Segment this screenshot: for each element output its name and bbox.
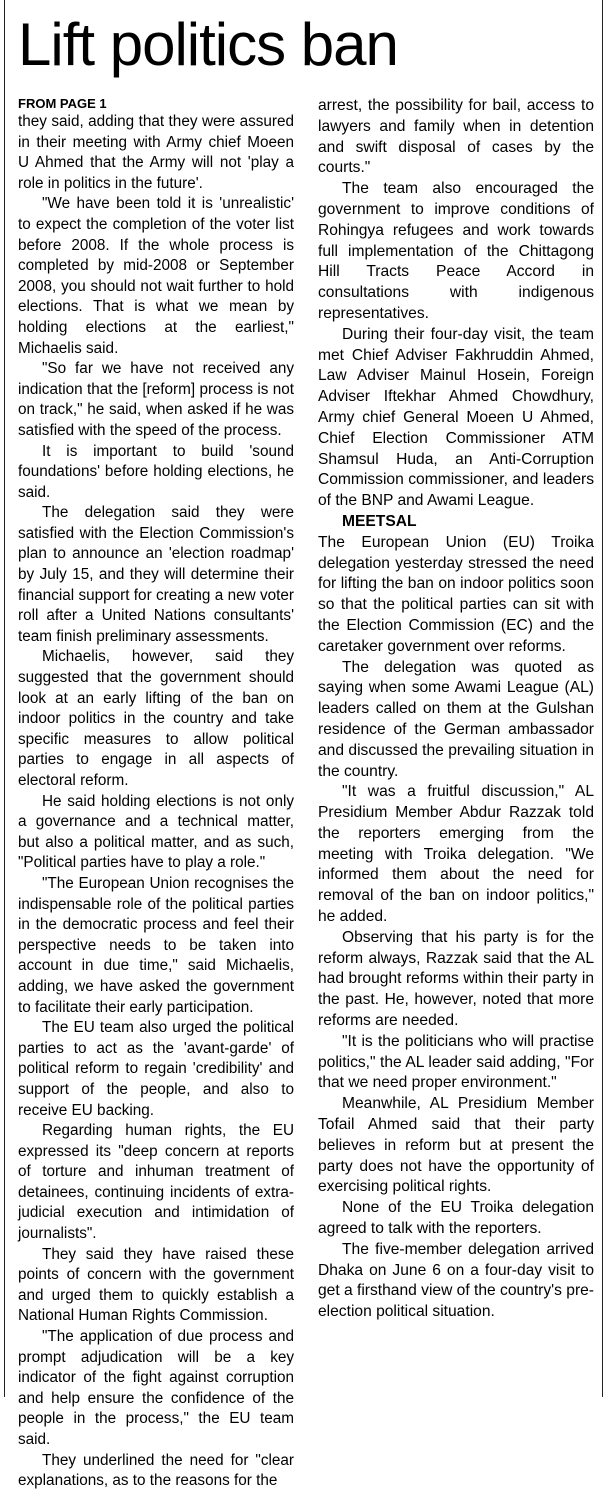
paragraph: The delegation said they were satisfied with the Election Commission's plan to announce an 'election roadmap' by July 15, and they will determine their financial support for creating a new voter roll after a United Nations consultants' team finish preliminary assessments.: [18, 504, 294, 645]
right-column: [318, 96, 594, 1391]
paragraph: They said they have raised these points of concern with the government and urged them to quickly establish a National Human Rights Commission.: [18, 1245, 294, 1325]
paragraph: None of the EU Troika delegation agreed to talk with the reporters.: [318, 1199, 594, 1238]
paragraph: "The application of due process and prompt adjudication will be a key indicator of the fight against corruption and help ensure the confidence of the people in the process," the EU team said.: [18, 1328, 294, 1448]
paragraph: The EU team also urged the political parties to act as the 'avant-garde' of political reform to regain 'credibility' and support of the people, and also to receive EU backing.: [18, 1019, 294, 1119]
paragraph: The delegation was quoted as saying when some Awami League (AL) leaders called on them at the Gulshan residence of the German ambassador and discussed the prevailing situation in the country.: [318, 658, 594, 780]
column-rule-right: [602, 0, 603, 1397]
paragraph: Michaelis, however, said they suggested that the government should look at an early lifting of the ban on indoor politics in the country and take specific measures to allow political parties to engage in all aspects of electoral reform.: [18, 648, 294, 789]
paragraph: Regarding human rights, the EU expressed its "deep concern at reports of torture and inhuman treatment of detainees, continuing incidents of extra-judicial execution and intimidation of journalists".: [18, 1122, 294, 1243]
paragraph: "It is the politicians who will practise politics," the AL leader said adding, "For that we need proper environment.": [318, 1032, 594, 1092]
column-rule-left: [4, 0, 5, 1397]
left-column: [18, 96, 294, 1490]
headline: Lift politics ban: [18, 11, 398, 78]
paragraph: They underlined the need for "clear explanations, as to the reasons for the: [18, 1451, 294, 1490]
paragraph: During their four-day visit, the team met Chief Adviser Fakhruddin Ahmed, Law Adviser Mainul Hosein, Foreign Adviser Iftekhar Ahmed Chowdhury, Army chief General Moeen U Ahmed, Chief Election Commissioner ATM Shamsul Huda, an Anti-Corruption Commission commissioner, and leaders of the BNP and Awami League.: [318, 325, 594, 510]
paragraph: The team also encouraged the government to improve conditions of Rohingya refugees and work towards full implementation of the Chittagong Hill Tracts Peace Accord in consultations with indigenous representatives.: [318, 180, 594, 322]
paragraph: they said, adding that they were assured in their meeting with Army chief Moeen U Ahmed that the Army will not 'play a role in politics in the future'.: [18, 113, 294, 192]
paragraph: "It was a fruitful discussion," AL Presidium Member Abdur Razzak told the reporters emerging from the meeting with Troika delegation. "We informed them about the need for removal of the ban on indoor politics," he added.: [318, 783, 594, 926]
paragraph: "So far we have not received any indication that the [reform] process is not on track," he said, when asked if he was satisfied with the speed of the process.: [18, 360, 294, 439]
kicker: FROM PAGE 1: [18, 96, 107, 111]
paragraph: arrest, the possibility for bail, access to lawyers and family when in detention and swift disposal of cases by the courts.": [318, 97, 594, 177]
subhead: MEETSAL: [342, 512, 417, 530]
paragraph: "The European Union recognises the indispensable role of the political parties in the democratic process and feel their perspective needs to be taken into account in due time," said Michaelis, adding, we have asked the government to facilitate their early participation.: [18, 874, 294, 1016]
paragraph: The European Union (EU) Troika delegation yesterday stressed the need for lifting the ban on indoor politics soon so that the political parties can sit with the Election Commission (EC) and the caretaker government over reforms.: [318, 533, 594, 655]
paragraph: Observing that his party is for the reform always, Razzak said that the AL had brought reforms within their party in the past. He, however, noted that more reforms are needed.: [318, 928, 594, 1030]
paragraph: It is important to build 'sound foundations' before holding elections, he said.: [18, 442, 294, 501]
paragraph: "We have been told it is 'unrealistic' to expect the completion of the voter list before 2008. If the whole process is completed by mid-2008 or September 2008, you should not wait further to hold elections. That is what we mean by holding elections at the earliest," Michaelis said.: [18, 195, 294, 357]
paragraph: The five-member delegation arrived Dhaka on June 6 on a four-day visit to get a firsthand view of the country's pre-election political situation.: [318, 1240, 595, 1321]
paragraph: Meanwhile, AL Presidium Member Tofail Ahmed said that their party believes in reform but at present the party does not have the opportunity of exercising political rights.: [318, 1095, 594, 1196]
paragraph: He said holding elections is not only a governance and a technical matter, but also a political matter, and as such, "Political parties have to play a role.": [18, 792, 294, 872]
